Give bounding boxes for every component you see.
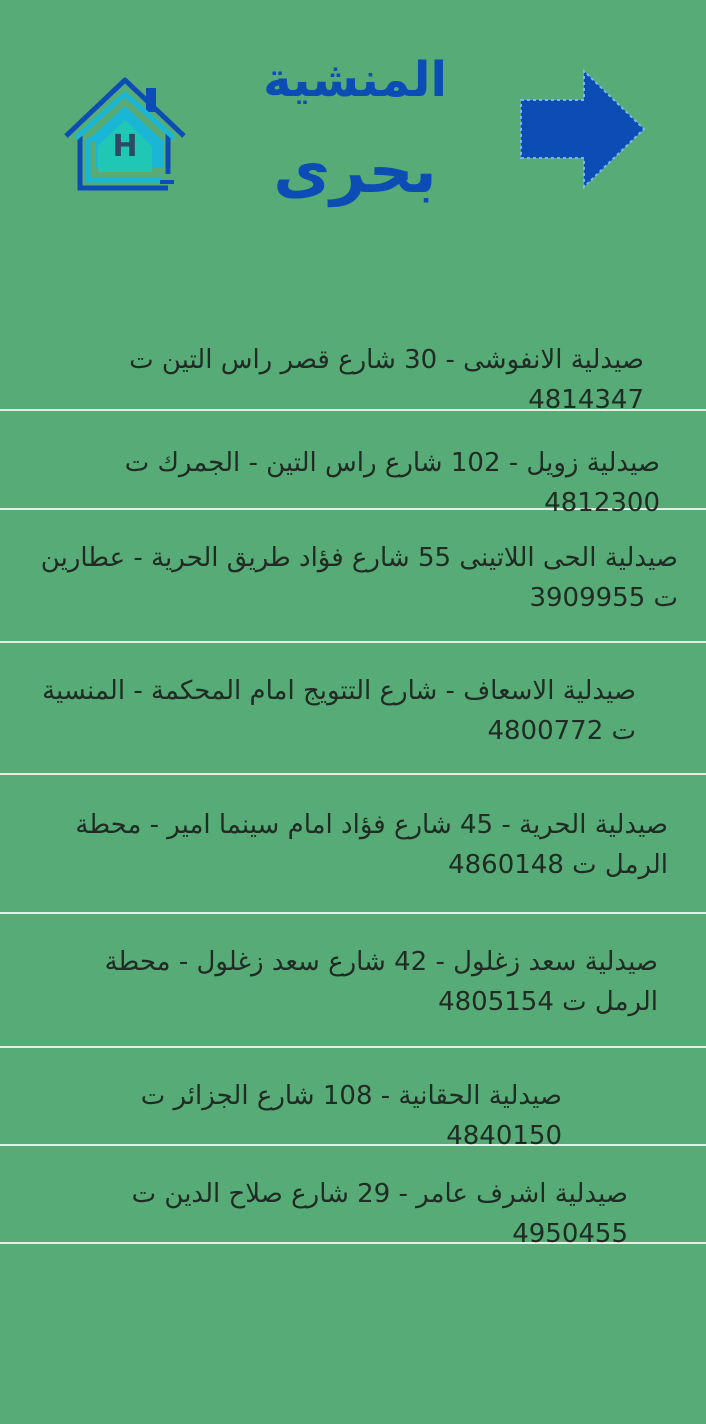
list-item[interactable] (0, 510, 706, 643)
svg-text:H: H (112, 129, 138, 164)
list-item[interactable] (0, 643, 706, 775)
arrow-right-icon[interactable] (518, 68, 648, 190)
house-h-icon (62, 74, 188, 194)
pharmacy-entry: صيدلية الحى اللاتينى 55 شارع فؤاد طريق الحرية - عطارين ت 3909955 (40, 543, 678, 613)
list-item[interactable] (0, 308, 706, 415)
title-line1: المنشية (263, 52, 447, 108)
pharmacy-entry: صيدلية الحقانية - 108 شارع الجزائر ت 4840150 (140, 1081, 562, 1151)
pharmacy-entry: صيدلية الانفوشى - 30 شارع قصر راس التين ت 4814347 (129, 345, 644, 415)
list-item[interactable] (0, 1048, 706, 1151)
list-item[interactable] (0, 1146, 706, 1249)
list-item[interactable] (0, 775, 706, 914)
pharmacy-entry: صيدلية زويل - 102 شارع راس التين - الجمرك ت 4812300 (124, 448, 660, 518)
pharmacy-entry: صيدلية الحرية - 45 شارع فؤاد امام سينما امير - محطة الرمل ت 4860148 (75, 810, 668, 880)
title-line2: بحرى (273, 134, 437, 207)
pharmacy-entry: صيدلية اشرف عامر - 29 شارع صلاح الدين ت 4950455 (131, 1179, 628, 1249)
header (0, 0, 706, 260)
list-item[interactable] (0, 914, 706, 1048)
pharmacy-list (0, 308, 706, 1249)
pharmacy-entry: صيدلية سعد زغلول - 42 شارع سعد زغلول - محطة الرمل ت 4805154 (104, 947, 658, 1017)
list-item[interactable] (0, 411, 706, 518)
pharmacy-entry: صيدلية الاسعاف - شارع التتويج امام المحكمة - المنسية ت 4800772 (42, 676, 636, 746)
